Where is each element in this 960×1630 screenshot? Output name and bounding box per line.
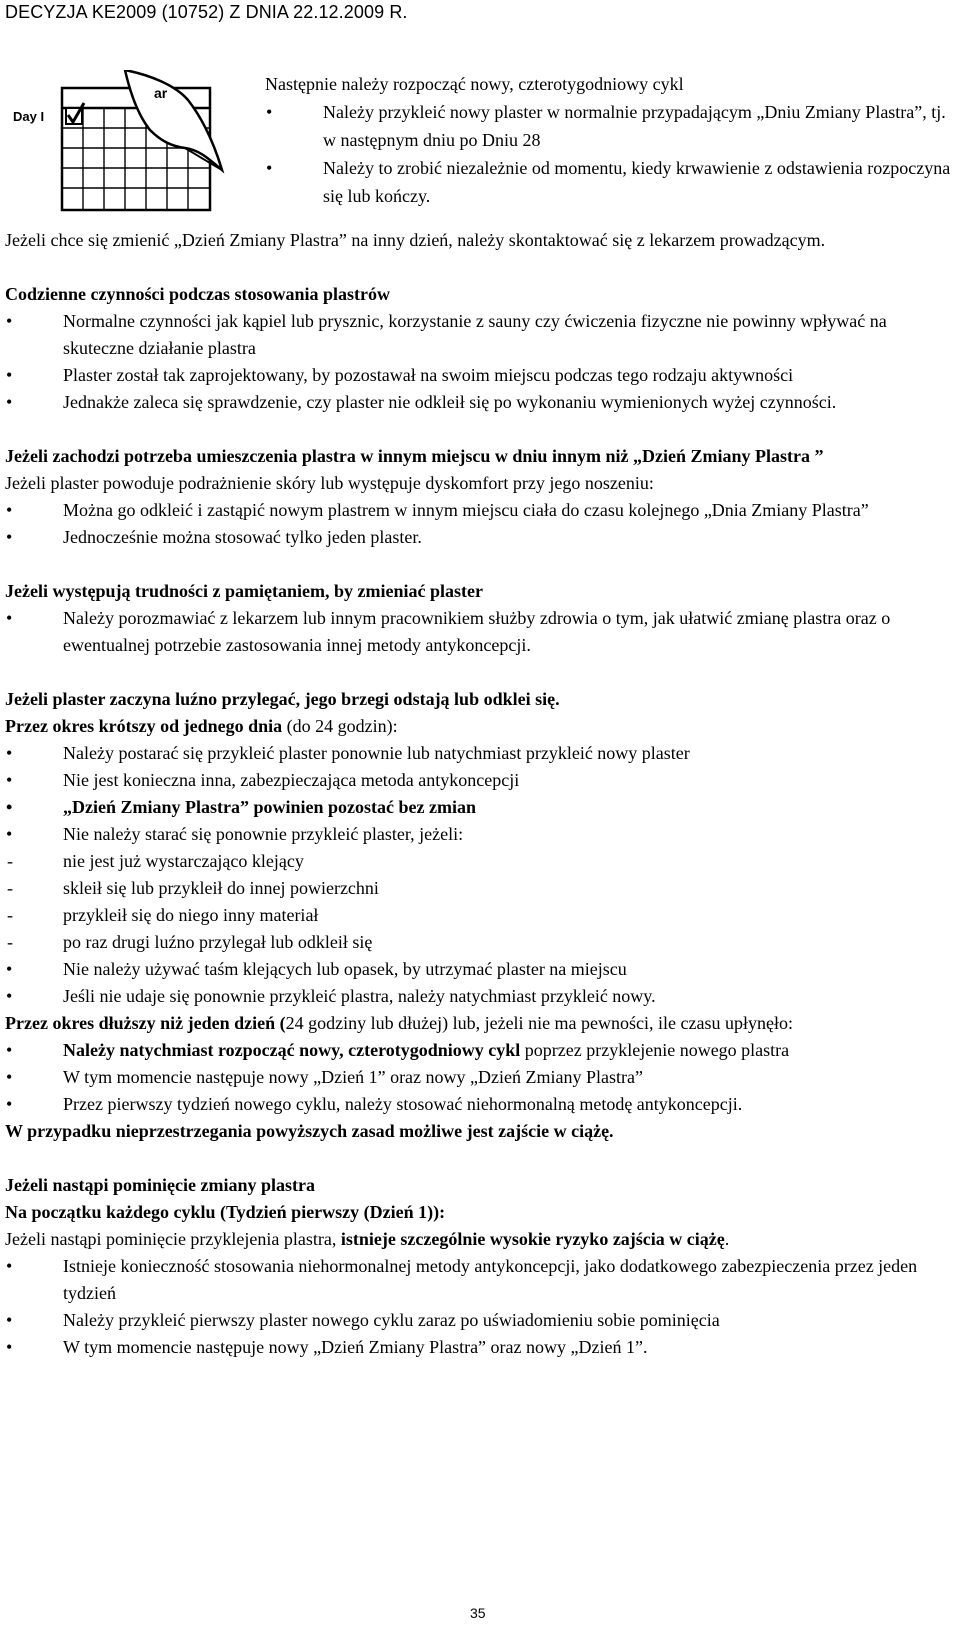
bullet-icon: •: [6, 986, 13, 1006]
other-place-bullet-2: • Jednocześnie można stosować tylko jeden plaster.: [5, 524, 955, 551]
other-place-bullet-1: • Można go odkleić i zastąpić nowym plastrem w innym miejscu ciała do czasu kolejnego „Dnia Zmiany Plastra”: [5, 497, 955, 524]
change-day-paragraph: Jeżeli chce się zmienić „Dzień Zmiany Plastra” na inny dzień, należy skontaktować się z lekarzem prowadzącym.: [5, 230, 826, 250]
bullet-icon: •: [6, 1310, 13, 1330]
bullet-icon: •: [6, 392, 13, 412]
dash-icon: -: [7, 878, 13, 898]
missed-bullet-2: • Należy przykleić pierwszy plaster nowego cyklu zaraz po uświadomieniu sobie pominięcia: [5, 1307, 955, 1334]
bullet-icon: •: [6, 527, 13, 547]
dash-icon: -: [7, 851, 13, 871]
intro-bullet-2: [265, 154, 955, 210]
long-period-line: Przez okres dłuższy niż jeden dzień (24 godziny lub dłużej) lub, jeżeli nie ma pewności, ile czasu upłynęło:: [5, 1013, 793, 1033]
bullet-icon: •: [6, 1067, 13, 1087]
daily-bullet-1: • Normalne czynności jak kąpiel lub prysznic, korzystanie z sauny czy ćwiczenia fizyczne nie powinny wpływać na skuteczne działanie plastra: [5, 308, 955, 362]
memory-bullet-1: • Należy porozmawiać z lekarzem lub innym pracownikiem służby zdrowia o tym, jak ułatwić zmianę plastra oraz o ewentualnej potrzebie zastosowania innej metody antykoncepcji.: [5, 605, 955, 659]
bullet-icon: •: [6, 365, 13, 385]
other-place-text: Jeżeli plaster powoduje podrażnienie skóry lub występuje dyskomfort przy jego noszeniu:: [5, 473, 654, 493]
pregnancy-warning: W przypadku nieprzestrzegania powyższych zasad możliwe jest zajście w ciążę.: [5, 1121, 614, 1141]
bullet-icon: •: [6, 1337, 13, 1357]
bullet-icon: •: [6, 797, 13, 817]
dash-icon: -: [7, 932, 13, 952]
after-bullet-2: • Jeśli nie udaje się ponownie przykleić plastra, należy natychmiast przykleić nowy.: [5, 983, 955, 1010]
main-content: [5, 227, 955, 1361]
intro-bullet-1-text: Należy przykleić nowy plaster w normalnie przypadającym „Dniu Zmiany Plastra”, tj. w następnym dniu po Dniu 28: [323, 102, 946, 150]
short-bullet-2: • Nie jest konieczna inna, zabezpieczająca metoda antykoncepcji: [5, 767, 955, 794]
bullet-icon: •: [6, 743, 13, 763]
calendar-text: ar: [154, 85, 168, 101]
day-label: Day I: [13, 109, 45, 124]
after-bullet-1: • Nie należy używać taśm klejących lub opasek, by utrzymać plaster na miejscu: [5, 956, 955, 983]
dash-item-3: - przykleił się do niego inny materiał: [5, 902, 955, 929]
loose-heading: Jeżeli plaster zaczyna luźno przylegać, jego brzegi odstają lub odklei się.: [5, 689, 560, 709]
intro-bullet-1: [265, 98, 955, 154]
calendar-illustration: [10, 70, 245, 220]
dash-item-1: - nie jest już wystarczająco klejący: [5, 848, 955, 875]
bullet-icon: •: [6, 770, 13, 790]
intro-line: Następnie należy rozpocząć nowy, czterotygodniowy cykl: [265, 74, 684, 94]
bullet-icon: •: [266, 158, 273, 178]
page-number: 35: [470, 1605, 486, 1621]
short-period-line: Przez okres krótszy od jednego dnia (do 24 godzin):: [5, 716, 398, 736]
dash-item-4: - po raz drugi luźno przylegał lub odkleił się: [5, 929, 955, 956]
missed-bullet-1: • Istnieje konieczność stosowania niehormonalnej metody antykoncepcji, jako dodatkowego zabezpieczenia przez jeden tydzień: [5, 1253, 955, 1307]
daily-bullet-3: • Jednakże zaleca się sprawdzenie, czy plaster nie odkleił się po wykonaniu wymienionych wyżej czynności.: [5, 389, 955, 416]
missed-heading: Jeżeli nastąpi pominięcie zmiany plastra: [5, 1175, 315, 1195]
daily-bullet-2: • Plaster został tak zaprojektowany, by pozostawał na swoim miejscu podczas tego rodzaju aktywności: [5, 362, 955, 389]
bullet-icon: •: [266, 102, 273, 122]
bullet-icon: •: [6, 959, 13, 979]
bullet-icon: •: [6, 311, 13, 331]
short-bullet-4: • Nie należy starać się ponownie przykleić plaster, jeżeli:: [5, 821, 955, 848]
missed-subheading: Na początku każdego cyklu (Tydzień pierwszy (Dzień 1)):: [5, 1202, 446, 1222]
long-bullet-3: • Przez pierwszy tydzień nowego cyklu, należy stosować niehormonalną metodę antykoncepcji.: [5, 1091, 955, 1118]
memory-heading: Jeżeli występują trudności z pamiętaniem, by zmieniać plaster: [5, 581, 483, 601]
short-bullet-1: • Należy postarać się przykleić plaster ponownie lub natychmiast przykleić nowy plaster: [5, 740, 955, 767]
long-bullet-1: • Należy natychmiast rozpocząć nowy, czterotygodniowy cykl poprzez przyklejenie nowego plastra: [5, 1037, 955, 1064]
dash-icon: -: [7, 905, 13, 925]
dash-item-2: - skleił się lub przykleił do innej powierzchni: [5, 875, 955, 902]
bullet-icon: •: [6, 1040, 13, 1060]
other-place-heading: Jeżeli zachodzi potrzeba umieszczenia plastra w innym miejscu w dniu innym niż „Dzień Zmiany Plastra ”: [5, 446, 824, 466]
missed-text: Jeżeli nastąpi pominięcie przyklejenia plastra, istnieje szczególnie wysokie ryzyko zajścia w ciążę.: [5, 1229, 730, 1249]
bullet-icon: •: [6, 1256, 13, 1276]
bullet-icon: •: [6, 608, 13, 628]
daily-heading: Codzienne czynności podczas stosowania plastrów: [5, 284, 391, 304]
long-bullet-2: • W tym momencie następuje nowy „Dzień 1” oraz nowy „Dzień Zmiany Plastra”: [5, 1064, 955, 1091]
short-bullet-3: • „Dzień Zmiany Plastra” powinien pozostać bez zmian: [5, 794, 955, 821]
document-header: DECYZJA KE2009 (10752) Z DNIA 22.12.2009 R.: [5, 2, 408, 22]
bullet-icon: •: [6, 500, 13, 520]
bullet-icon: •: [6, 824, 13, 844]
intro-section: [265, 70, 955, 210]
intro-bullet-2-text: Należy to zrobić niezależnie od momentu, kiedy krwawienie z odstawienia rozpoczyna się lub kończy.: [323, 158, 951, 206]
bullet-icon: •: [6, 1094, 13, 1114]
missed-bullet-3: • W tym momencie następuje nowy „Dzień Zmiany Plastra” oraz nowy „Dzień 1”.: [5, 1334, 955, 1361]
